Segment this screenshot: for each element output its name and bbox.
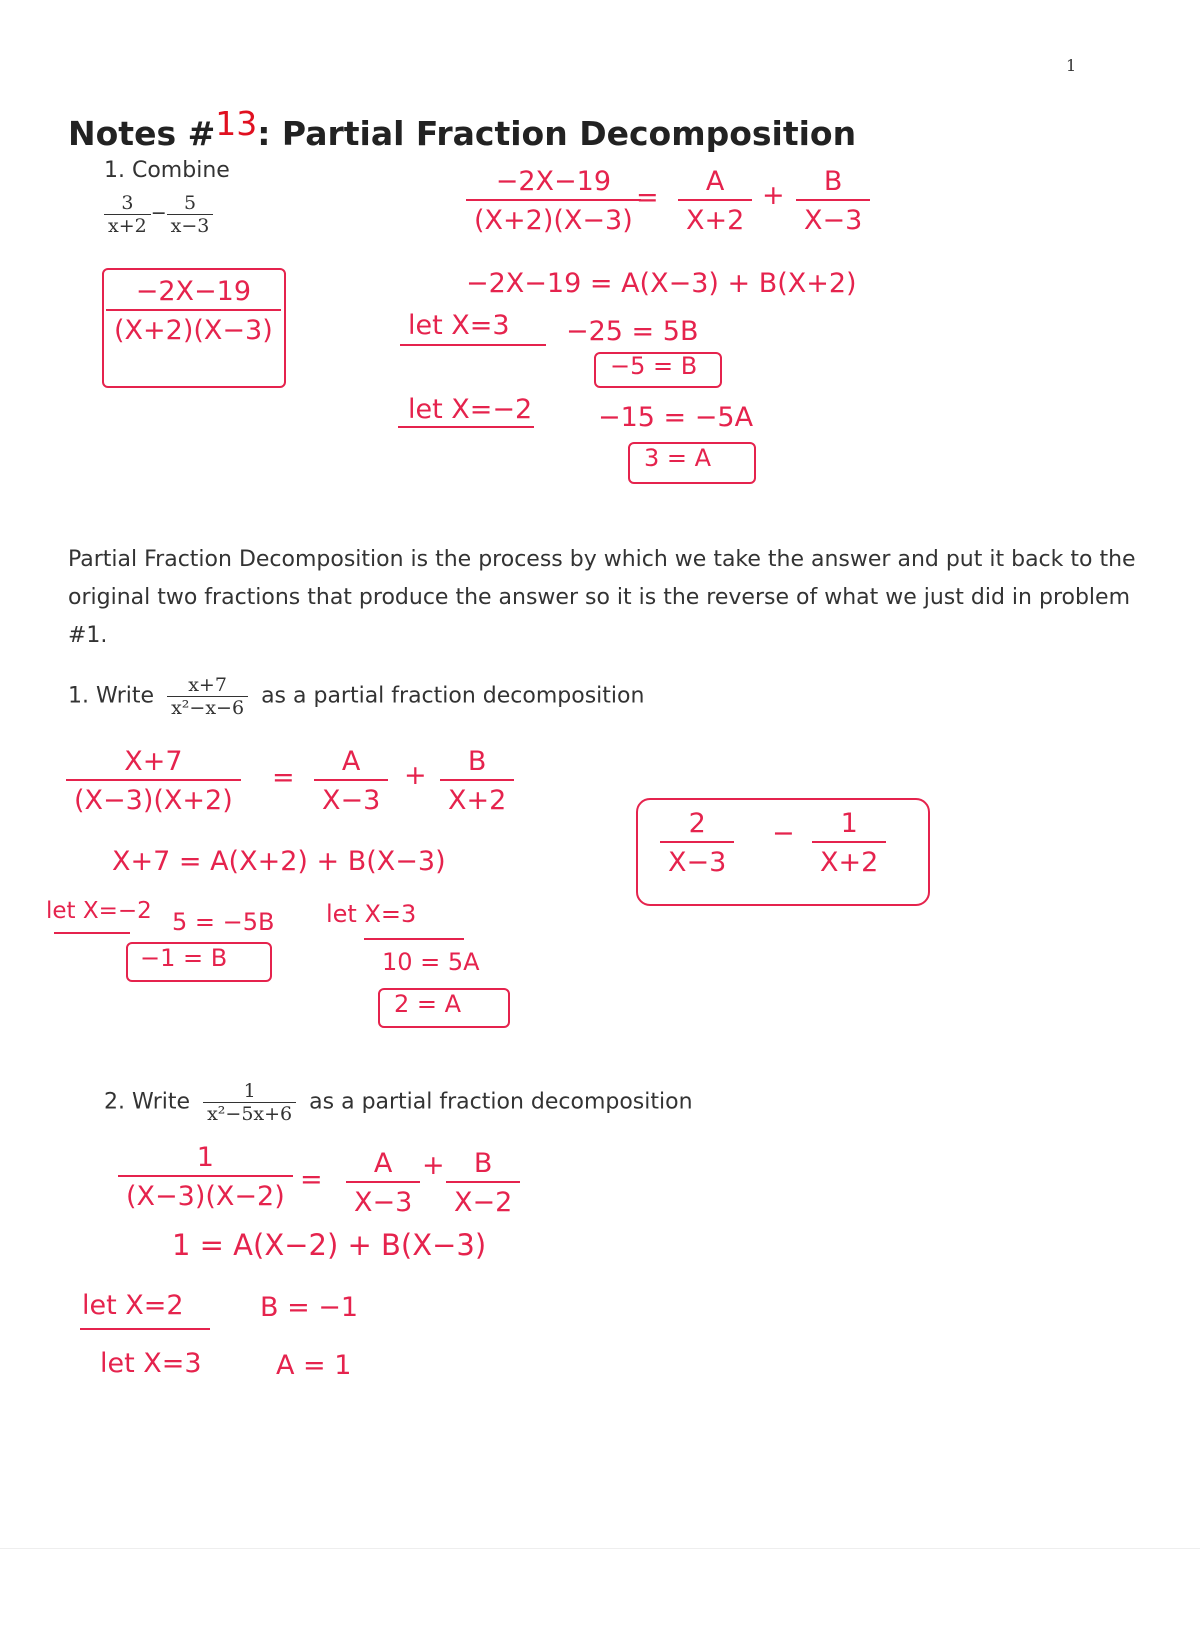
p2-let-1-underline: [80, 1328, 210, 1330]
intro-let-1-underline: [400, 344, 546, 346]
p2-let-1: let X=2: [82, 1290, 184, 1321]
p1-result-2: 10 = 5A: [382, 948, 480, 976]
page-title: [68, 104, 856, 153]
page-number: 1: [1066, 56, 1077, 75]
printed-operator: −: [150, 202, 167, 224]
p1-final-a-fraction: 2 X−3: [660, 808, 734, 878]
problem-1-statement: [68, 674, 644, 719]
p2-result-2: A = 1: [276, 1350, 352, 1381]
intro-eq1-equals: =: [636, 182, 659, 213]
problem-2-statement: [104, 1080, 693, 1125]
p2-eq1-equals: =: [300, 1164, 323, 1195]
p2-eq2: 1 = A(X−2) + B(X−3): [172, 1228, 487, 1262]
title-suffix: : Partial Fraction Decomposition: [257, 114, 857, 153]
p2-eq1-b-fraction: B X−2: [446, 1148, 520, 1218]
p1-let-1: let X=−2: [46, 898, 152, 924]
p1-eq1-b-fraction: B X+2: [440, 746, 514, 816]
problem-1-prefix: 1. Write: [68, 683, 155, 709]
intro-eq1-lhs: −2X−19 (X+2)(X−3): [466, 166, 641, 236]
p1-let-2-underline: [364, 938, 464, 940]
page-bottom-edge: [0, 1548, 1200, 1549]
p1-box-2-text: 2 = A: [394, 990, 462, 1018]
intro-box-2-text: 3 = A: [644, 444, 712, 472]
p1-box-1-text: −1 = B: [140, 944, 228, 972]
problem-2-fraction: $\frac{1}{\text{x²−5x+6}}$: [203, 1080, 296, 1125]
intro-eq2: −2X−19 = A(X−3) + B(X+2): [466, 268, 857, 299]
intro-answer-fraction: −2X−19 (X+2)(X−3): [106, 276, 281, 346]
p1-final-b-fraction: 1 X+2: [812, 808, 886, 878]
intro-let-2: let X=−2: [408, 394, 533, 425]
title-prefix: Notes #: [68, 114, 216, 153]
intro-result-1: −25 = 5B: [566, 316, 699, 347]
intro-let-1: let X=3: [408, 310, 510, 341]
p2-eq1-plus: +: [422, 1150, 445, 1181]
problem-2-prefix: 2. Write: [104, 1089, 191, 1115]
p2-result-1: B = −1: [260, 1292, 359, 1323]
title-number: 13: [215, 104, 258, 143]
intro-result-2: −15 = −5A: [598, 402, 754, 433]
intro-box-1-text: −5 = B: [610, 352, 698, 380]
explanation-paragraph: Partial Fraction Decomposition is the process by which we take the answer and put it back to the original two fractions that produce the answer so it is the reverse of what we just did in problem #1.: [68, 547, 1136, 648]
p1-eq1-lhs: X+7 (X−3)(X+2): [66, 746, 241, 816]
intro-eq1-plus: +: [762, 180, 785, 211]
intro-let-2-underline: [398, 426, 534, 428]
p1-result-1: 5 = −5B: [172, 908, 275, 936]
intro-eq1-a-fraction: A X+2: [678, 166, 752, 236]
combine-label: 1. Combine: [104, 158, 230, 183]
p2-eq1-lhs: 1 (X−3)(X−2): [118, 1142, 293, 1212]
p1-eq1-plus: +: [404, 760, 427, 791]
p1-let-2: let X=3: [326, 900, 417, 928]
p2-eq1-a-fraction: A X−3: [346, 1148, 420, 1218]
problem-1-suffix: as a partial fraction decomposition: [261, 683, 645, 709]
p1-eq2: X+7 = A(X+2) + B(X−3): [112, 846, 446, 877]
problem-2-suffix: as a partial fraction decomposition: [309, 1089, 693, 1115]
p1-let-1-underline: [54, 932, 130, 934]
printed-expression: [104, 192, 213, 237]
p1-final-minus: −: [772, 818, 795, 849]
p1-eq1-equals: =: [272, 762, 295, 793]
intro-eq1-b-fraction: B X−3: [796, 166, 870, 236]
problem-1-fraction: $\frac{x+7}{\text{x²−x−6}}$: [167, 674, 248, 719]
p1-eq1-a-fraction: A X−3: [314, 746, 388, 816]
p2-let-2: let X=3: [100, 1348, 202, 1379]
printed-fraction-2: $\frac{5}{x-3}$: [167, 192, 214, 237]
printed-fraction-1: $\frac{3}{x+2}$: [104, 192, 151, 237]
